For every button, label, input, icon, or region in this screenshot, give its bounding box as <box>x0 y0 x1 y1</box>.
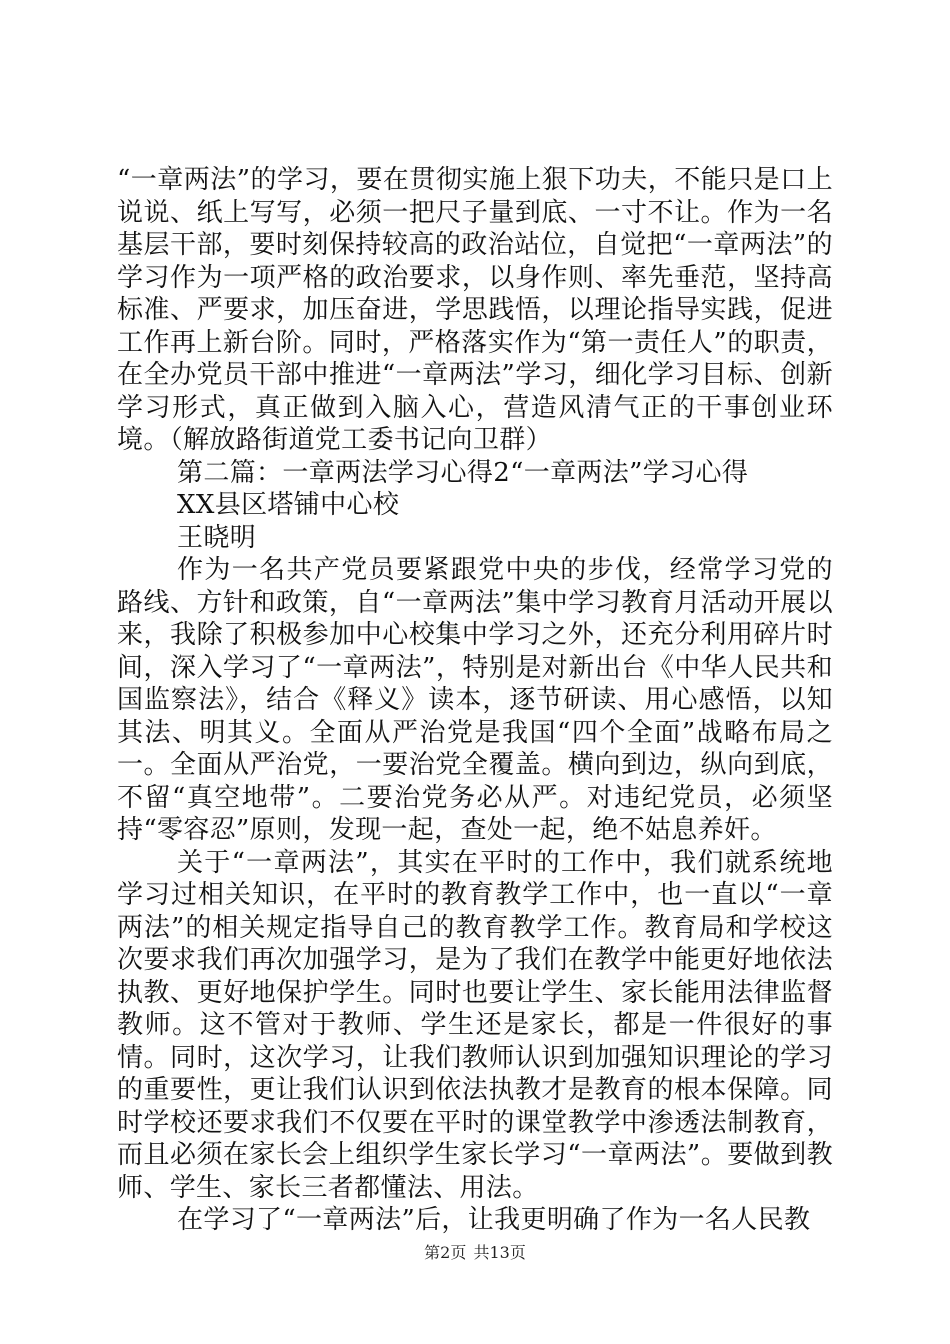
author-name: 王晓明 <box>177 522 257 553</box>
section-heading: 第二篇：一章两法学习心得2“一章两法”学习心得 <box>177 457 749 488</box>
author-organization: XX县区塔铺中心校 <box>177 490 400 520</box>
document-body <box>117 164 833 1237</box>
paragraph: 关于“一章两法”，其实在平时的工作中，我们就系统地学习过相关知识，在平时的教育教学工作中，也一直以“一章两法”的相关规定指导自己的教育教学工作。教育局和学校这次要求我们再次加强学习，是为了我们在教学中能更好地依法执教、更好地保护学生。同时也要让学生、家长能用法律监督教师。这不管对于教师、学生还是家长，都是一件很好的事情。同时，这次学习，让我们教师认识到加强知识理论的学习的重要性，更让我们认识到依法执教才是教育的根本保障。同时学校还要求我们不仅要在平时的课堂教学中渗透法制教育，而且必须在家长会上组织学生家长学习“一章两法”。要做到教师、学生、家长三者都懂法、用法。 <box>117 847 833 1203</box>
paragraph: 在学习了“一章两法”后，让我更明确了作为一名人民教 <box>177 1205 811 1235</box>
page-number: 第2页 <box>424 1243 467 1262</box>
page-total: 共13页 <box>473 1243 526 1262</box>
paragraph: 作为一名共产党员要紧跟党中央的步伐，经常学习党的路线、方针和政策，自“一章两法”集中学习教育月活动开展以来，我除了积极参加中心校集中学习之外，还充分利用碎片时间，深入学习了“一章两法”，特别是对新出台《中华人民共和国监察法》，结合《释义》读本，逐节研读、用心感悟，以知其法、明其义。全面从严治党是我国“四个全面”战略布局之一。全面从严治党，一要治党全覆盖。横向到边，纵向到底，不留“真空地带”。二要治党务必从严。对违纪党员，必须坚持“零容忍”原则，发现一起，查处一起，绝不姑息养奸。 <box>117 555 833 845</box>
page-footer <box>0 1243 950 1263</box>
paragraph-continuation: “一章两法”的学习，要在贯彻实施上狠下功夫，不能只是口上说说、纸上写写，必须一把尺子量到底、一寸不让。作为一名基层干部，要时刻保持较高的政治站位，自觉把“一章两法”的学习作为一项严格的政治要求，以身作则、率先垂范，坚持高标准、严要求，加压奋进，学思践悟，以理论指导实践，促进工作再上新台阶。同时，严格落实作为“第一责任人”的职责，在全办党员干部中推进“一章两法”学习，细化学习目标、创新学习形式，真正做到入脑入心，营造风清气正的干事创业环境。（解放路街道党工委书记向卫群） <box>117 165 833 455</box>
